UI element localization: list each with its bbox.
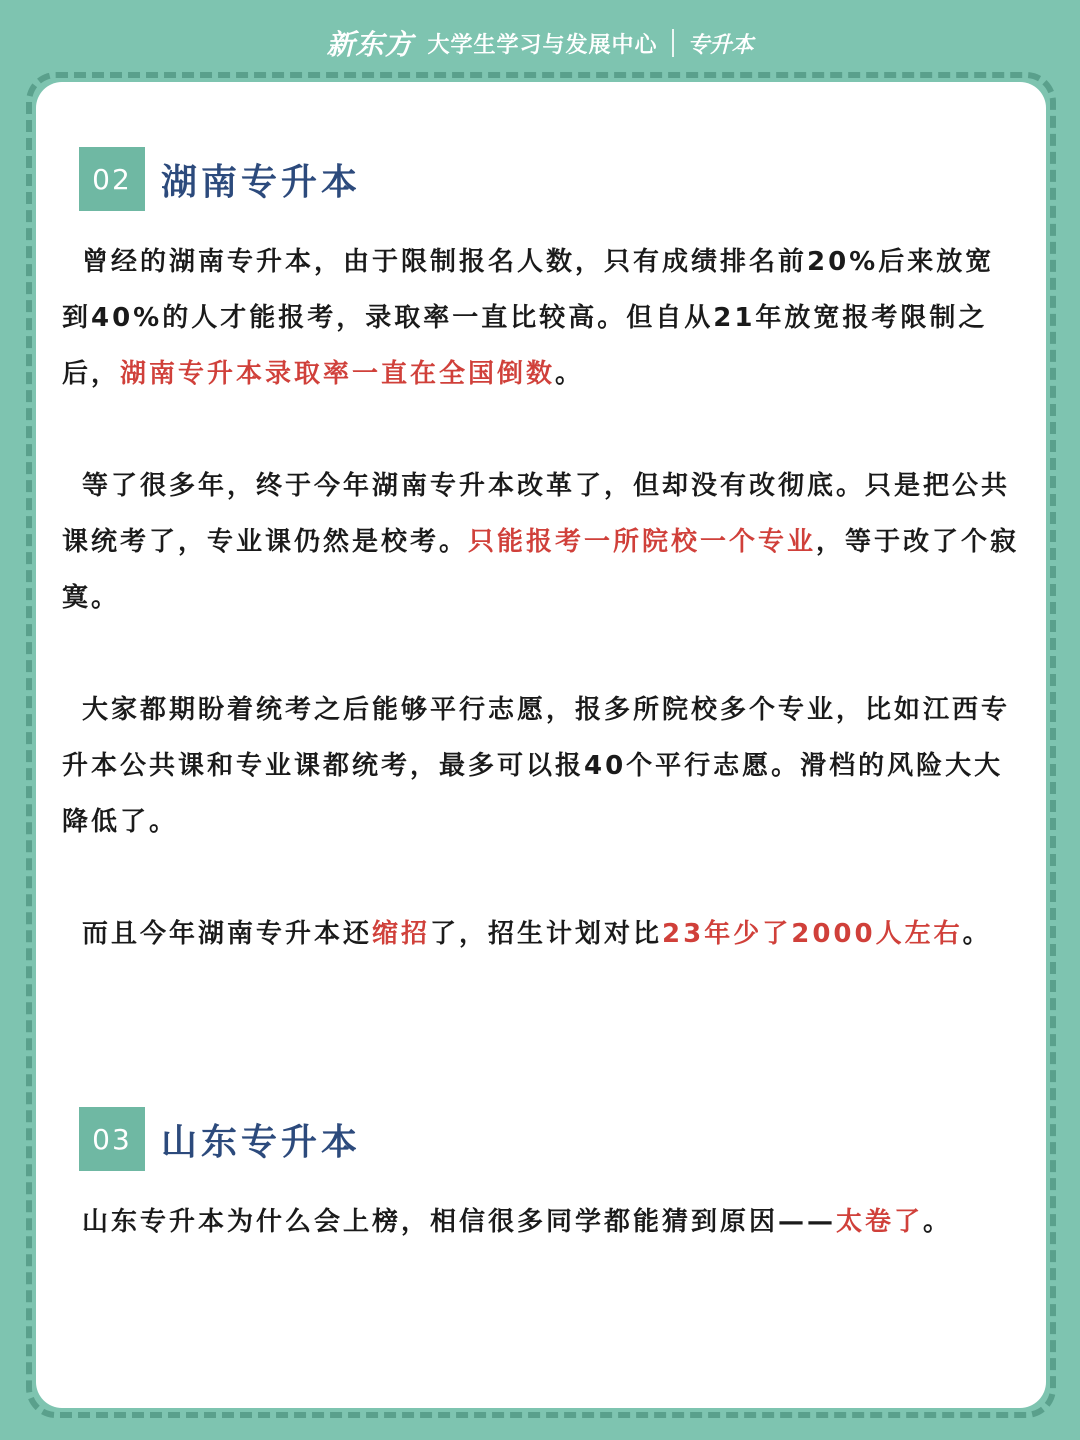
brand-tag: 专升本 xyxy=(687,32,754,58)
text-run: 。 xyxy=(555,359,585,389)
paragraph xyxy=(62,1194,1022,1250)
paragraph xyxy=(62,458,1022,626)
highlight-text: 湖南专升本录取率一直在全国倒数 xyxy=(120,359,556,389)
text-run: 而且今年湖南专升本还 xyxy=(82,919,373,949)
text-run: 。 xyxy=(923,1207,953,1237)
text-run: 曾经的湖南专升本，由于限制报名人数，只有成绩排名前20%后来放宽到40%的人才能报考，录取率一直比较高。但自从21年放宽报考限制之后， xyxy=(62,247,995,389)
section-number-badge: 02 xyxy=(79,147,145,211)
center-name: 大学生学习与发展中心 xyxy=(427,32,658,58)
section-number-badge: 03 xyxy=(79,1107,145,1171)
text-run: 山东专升本为什么会上榜，相信很多同学都能猜到原因—— xyxy=(82,1207,837,1237)
header-divider xyxy=(672,29,674,57)
highlight-text: 缩招 xyxy=(372,919,431,949)
highlight-text: 只能报考一所院校一个专业 xyxy=(468,527,817,557)
section-header-03 xyxy=(79,1107,361,1171)
brand-logo: 新东方 xyxy=(326,28,414,61)
text-run: 。 xyxy=(962,919,992,949)
section-header-02 xyxy=(79,147,361,211)
paragraph xyxy=(62,682,1022,850)
paragraph xyxy=(62,234,1022,402)
brand-header xyxy=(0,18,1080,68)
highlight-text: 太卷了 xyxy=(836,1207,924,1237)
highlight-text: 23年少了2000人左右 xyxy=(662,919,963,949)
text-run: 大家都期盼着统考之后能够平行志愿，报多所院校多个专业，比如江西专升本公共课和专业课都统考，最多可以报40个平行志愿。滑档的风险大大降低了。 xyxy=(62,695,1011,837)
paragraph xyxy=(62,906,1022,962)
section-title: 湖南专升本 xyxy=(161,161,362,203)
text-run: 了，招生计划对比 xyxy=(430,919,663,949)
text-run: 等了很多年，终于今年湖南专升本改革了，但却没有改彻底。只是把公共课统考了，专业课仍然是校考。 xyxy=(62,471,1011,557)
text-run: ，等于改了个寂寞。 xyxy=(62,527,1020,613)
section-title: 山东专升本 xyxy=(161,1121,362,1163)
